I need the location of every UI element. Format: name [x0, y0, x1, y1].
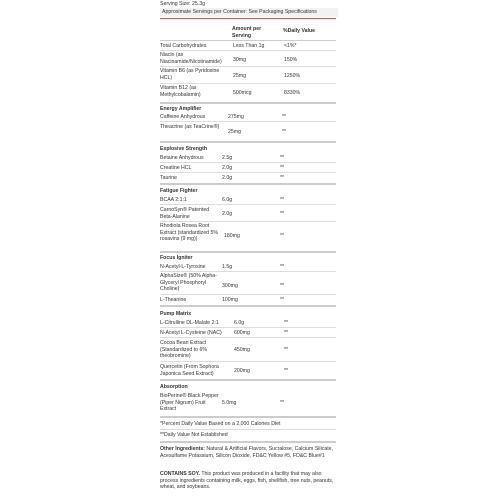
nutrient-dv: 150% — [284, 57, 298, 63]
nutrient-dv: 8330% — [284, 90, 301, 96]
row-divider — [160, 221, 336, 222]
ingredient-dv: ** — [282, 114, 287, 120]
contains-soy-label: CONTAINS SOY. — [160, 471, 200, 477]
ingredient-amount: 200mg — [234, 368, 250, 374]
ingredient-dv: ** — [284, 320, 289, 326]
nutrient-amount: Less Than 1g — [233, 43, 265, 49]
column-header-divider — [160, 40, 336, 41]
serving-size: Serving Size: 25.3g — [160, 1, 205, 7]
row-divider — [160, 429, 336, 430]
ingredient-name: Quercetin (From Sophora Japonica Seed Extract) — [160, 364, 219, 377]
row-divider — [160, 121, 336, 122]
nutrient-name: Niacin (as Niacinamide/Nicotinamide) — [160, 52, 222, 65]
ingredient-amount: 450mg — [234, 347, 250, 353]
ingredient-amount: 275mg — [228, 114, 244, 120]
allergen-statement — [160, 471, 336, 491]
section-title-focus: Focus Igniter — [160, 255, 193, 261]
section-divider — [160, 183, 336, 185]
amount-per-serving-header: Amount per Serving — [232, 26, 262, 39]
section-divider — [160, 141, 336, 143]
ingredient-name: Taurine — [160, 175, 178, 181]
ingredient-amount: 5.0mg — [222, 400, 237, 406]
ingredient-dv: ** — [284, 347, 289, 353]
nutrient-amount: 25mg — [233, 73, 246, 79]
nutrient-amount: 30mg — [233, 57, 246, 63]
row-divider — [160, 66, 336, 67]
ingredient-dv: ** — [280, 155, 285, 161]
ingredient-amount: 180mg — [224, 233, 240, 239]
section-title-explosive: Explosive Strength — [160, 146, 207, 152]
ingredient-dv: ** — [284, 330, 289, 336]
row-divider — [160, 50, 336, 51]
ingredient-name: L-Theanine — [160, 297, 187, 303]
ingredient-dv: ** — [280, 400, 285, 406]
ingredient-dv: ** — [280, 165, 285, 171]
nutrient-name: Vitamin B12 (as Methylcobalamin) — [160, 85, 201, 98]
ingredient-amount: 2.0g — [222, 175, 233, 181]
ingredient-name: CarnoSyn® Patented Beta-Alanine — [160, 207, 210, 220]
row-divider — [160, 172, 336, 173]
section-title-pump: Pump Matrix — [160, 311, 192, 317]
ingredient-name: N-Acetyl-L-Tyrosine — [160, 264, 206, 270]
ingredient-dv: ** — [280, 297, 285, 303]
ingredient-amount: 600mg — [234, 330, 250, 336]
section-divider — [160, 102, 336, 104]
ingredient-amount: 300mg — [222, 283, 238, 289]
ingredient-name: BioPerine® Black Pepper (Piper Nigrum) Fruit Extract — [160, 393, 219, 412]
other-ingredients — [160, 446, 336, 459]
ingredient-name: Caffeine Anhydrous — [160, 114, 206, 120]
row-divider — [160, 337, 336, 338]
section-divider — [160, 251, 336, 253]
footnote-not-established: **Daily Value Not Established — [160, 432, 228, 438]
row-divider — [160, 361, 336, 362]
ingredient-name: L-Citrulline DL-Malate 2:1 — [160, 320, 219, 326]
allergen-text: This product was produced in a facility that may also process ingredients containing milk, eggs, fish, shellfish, tree nuts, peanuts, wheat, and soybeans. — [160, 471, 334, 490]
section-divider — [160, 379, 336, 381]
ingredient-dv: ** — [280, 197, 285, 203]
header-divider — [160, 18, 336, 19]
ingredient-amount: 2.5g — [222, 155, 233, 161]
ingredient-amount: 100mg — [222, 297, 238, 303]
ingredient-dv: ** — [280, 233, 285, 239]
other-ingredients-text: Natural & Artificial Flavors, Sucralose, Calcium Silicate, Acesulfame Potassium, Silicon Dioxide, FD&C Yellow #5, FD&C Blue#1 — [160, 446, 333, 459]
other-ingredients-label: Other Ingredients: — [160, 446, 205, 452]
ingredient-amount: 2.0g — [222, 211, 233, 217]
ingredient-dv: ** — [280, 264, 285, 270]
row-divider — [160, 294, 336, 295]
nutrient-amount: 500mcg — [233, 90, 252, 96]
row-divider — [160, 204, 336, 205]
ingredient-dv: ** — [280, 175, 285, 181]
ingredient-amount: 1.5g — [222, 264, 233, 270]
daily-value-header: %Daily Value — [283, 28, 316, 34]
ingredient-name: BCAA 2:1:1 — [160, 197, 187, 203]
nutrient-dv: 1250% — [284, 73, 301, 79]
ingredient-name: Betaine Anhydrous — [160, 155, 204, 161]
row-divider — [160, 162, 336, 163]
section-title-absorption: Absorption — [160, 384, 188, 390]
section-title-fatigue: Fatigue Fighter — [160, 188, 198, 194]
ingredient-dv: ** — [284, 368, 289, 374]
ingredient-name: Theacrine (as TeaCrine®) — [160, 124, 220, 130]
ingredient-name: AlphaSize® (50% Alpha-Glyceryl Phosphoryl Choline) — [160, 273, 217, 292]
ingredient-name: Rhodiola Rosea Root Extract (standardized 5% rosavins (9 mg)) — [160, 223, 218, 242]
nutrient-name: Total Carbohydrates — [160, 43, 207, 49]
row-divider — [160, 271, 336, 272]
section-title-energy: Energy Amplifier — [160, 106, 202, 112]
ingredient-dv: ** — [282, 129, 287, 135]
ingredient-amount: 2.0g — [222, 165, 233, 171]
nutrient-name: Vitamin B6 (as Pyridoxine HCL) — [160, 68, 220, 81]
ingredient-dv: ** — [280, 211, 285, 217]
section-divider — [160, 416, 336, 418]
ingredient-dv: ** — [280, 283, 285, 289]
ingredient-amount: 6.0g — [222, 197, 233, 203]
ingredient-amount: 25mg — [228, 129, 241, 135]
nutrient-dv: <1%* — [284, 43, 297, 49]
section-divider — [160, 305, 336, 307]
footnote-dv-basis: *Percent Daily Value Based on a 2,000 Calories Diet — [160, 421, 281, 427]
ingredient-name: Creatine HCL — [160, 165, 192, 171]
ingredient-amount: 6.0g — [234, 320, 245, 326]
ingredient-name: Cocoa Bean Extract (Standardized to 6% theobromine) — [160, 340, 208, 359]
ingredient-name: N-Acetyl L-Cysteine (NAC) — [160, 330, 222, 336]
row-divider — [160, 83, 336, 84]
section-divider — [160, 441, 336, 443]
servings-per-container: Approximate Servings per Container: See Packaging Specifications — [160, 8, 338, 17]
row-divider — [160, 327, 336, 328]
